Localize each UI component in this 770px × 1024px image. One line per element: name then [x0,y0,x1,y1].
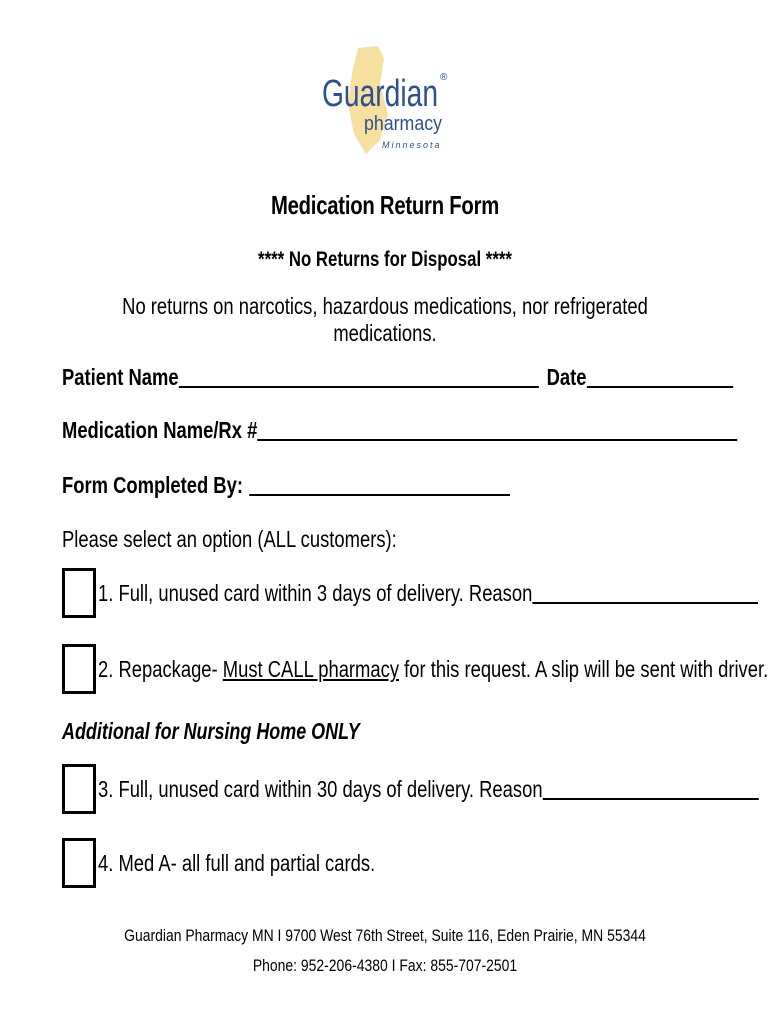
footer-contact: Phone: 952-206-4380 I Fax: 855-707-2501 [252,956,518,975]
option-4 [98,850,375,877]
option-4-checkbox[interactable] [62,838,96,888]
option-3-reason-field[interactable] [543,776,759,800]
form-subtitle: **** No Returns for Disposal **** [258,248,512,271]
option-4-label: 4. Med A- all full and partial cards. [98,850,376,876]
completed-by-label: Form Completed By: [62,472,243,498]
logo-name: Guardian [322,73,438,115]
option-2-label-post: for this request. A slip will be sent with driver. [399,656,769,682]
form-title: Medication Return Form [270,190,500,220]
footer-address: Guardian Pharmacy MN I 9700 West 76th Street, Suite 116, Eden Prairie, MN 55344 [124,926,646,945]
date-field[interactable] [586,364,732,388]
completed-by-field[interactable] [249,472,510,496]
option-2 [98,656,768,683]
logo-region: Minnesota [382,140,442,150]
date-label: Date [546,364,587,390]
option-1-reason-field[interactable] [532,580,758,604]
patient-date-row [62,364,733,391]
nursing-home-heading: Additional for Nursing Home ONLY [62,718,360,744]
completed-by-row [62,472,510,499]
medication-label: Medication Name/Rx # [62,417,258,443]
patient-name-label: Patient Name [62,364,179,390]
option-2-label-pre: 2. Repackage- [98,656,223,682]
medication-field[interactable] [257,417,737,441]
logo-sub: pharmacy [364,113,442,135]
registered-mark: ® [440,72,448,83]
option-3-label: 3. Full, unused card within 30 days of delivery. Reason [98,776,543,802]
options-prompt: Please select an option (ALL customers): [62,526,397,552]
guardian-pharmacy-logo [318,44,452,162]
form-notice: No returns on narcotics, hazardous medications, nor refrigerated medications. [122,293,648,346]
option-3-checkbox[interactable] [62,764,96,814]
option-1-checkbox[interactable] [62,568,96,618]
option-1 [98,580,758,607]
option-1-label: 1. Full, unused card within 3 days of delivery. Reason [98,580,533,606]
option-2-call-pharmacy: Must CALL pharmacy [222,656,400,682]
option-3 [98,776,759,803]
patient-name-field[interactable] [179,364,539,388]
option-2-checkbox[interactable] [62,644,96,694]
medication-row [62,417,737,444]
